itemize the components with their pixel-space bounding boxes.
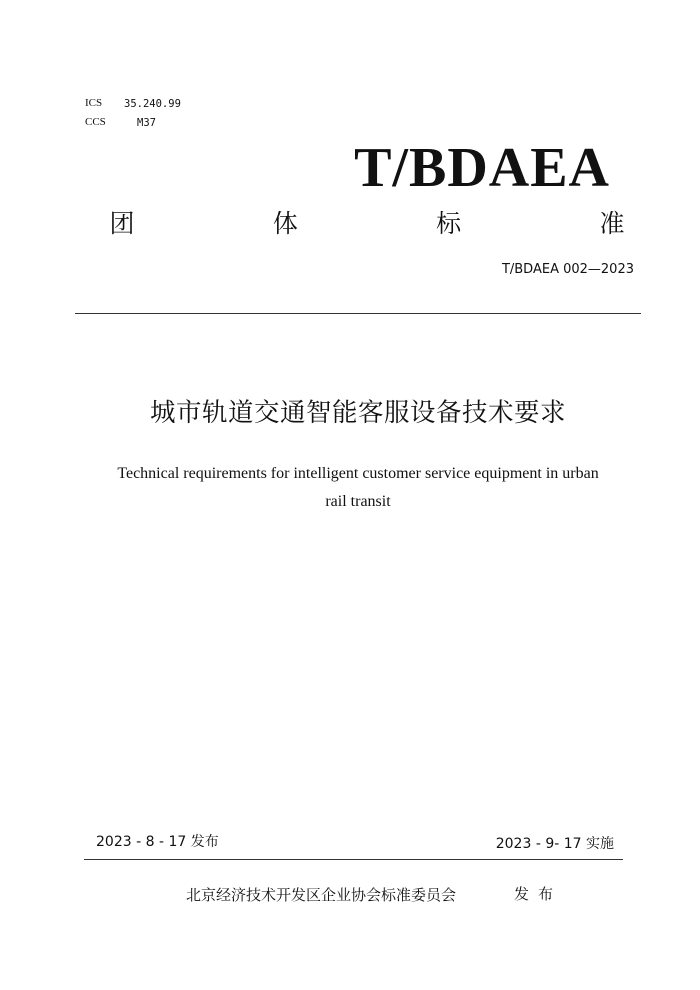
- standard-type-char: 团: [109, 209, 135, 238]
- header-divider: [75, 313, 641, 314]
- title-english-line: Technical requirements for intelligent customer service equipment in urban: [117, 465, 599, 482]
- ccs-label: CCS: [85, 116, 106, 128]
- ics-code: 35.240.99: [124, 98, 181, 110]
- title-english: [84, 460, 632, 516]
- footer-divider: [84, 859, 623, 860]
- standard-number: T/BDAEA 002—2023: [501, 262, 634, 277]
- standard-type-char: 准: [599, 209, 625, 238]
- release-date: 2023 - 8 - 17 发布: [96, 834, 219, 850]
- organization-code: T/BDAEA: [354, 137, 610, 199]
- issue-label: 发布: [514, 885, 563, 903]
- standard-type-char: 标: [436, 209, 462, 238]
- implementation-date: 2023 - 9- 17 实施: [495, 836, 614, 852]
- ccs-code: M37: [137, 117, 156, 129]
- standard-type-char: 体: [272, 209, 298, 238]
- standard-type: [97, 208, 637, 240]
- issuing-organization: 北京经济技术开发区企业协会标准委员会: [186, 886, 457, 904]
- ics-label: ICS: [85, 97, 103, 109]
- title-chinese: 城市轨道交通智能客服设备技术要求: [149, 398, 566, 428]
- title-english-line: rail transit: [325, 493, 391, 510]
